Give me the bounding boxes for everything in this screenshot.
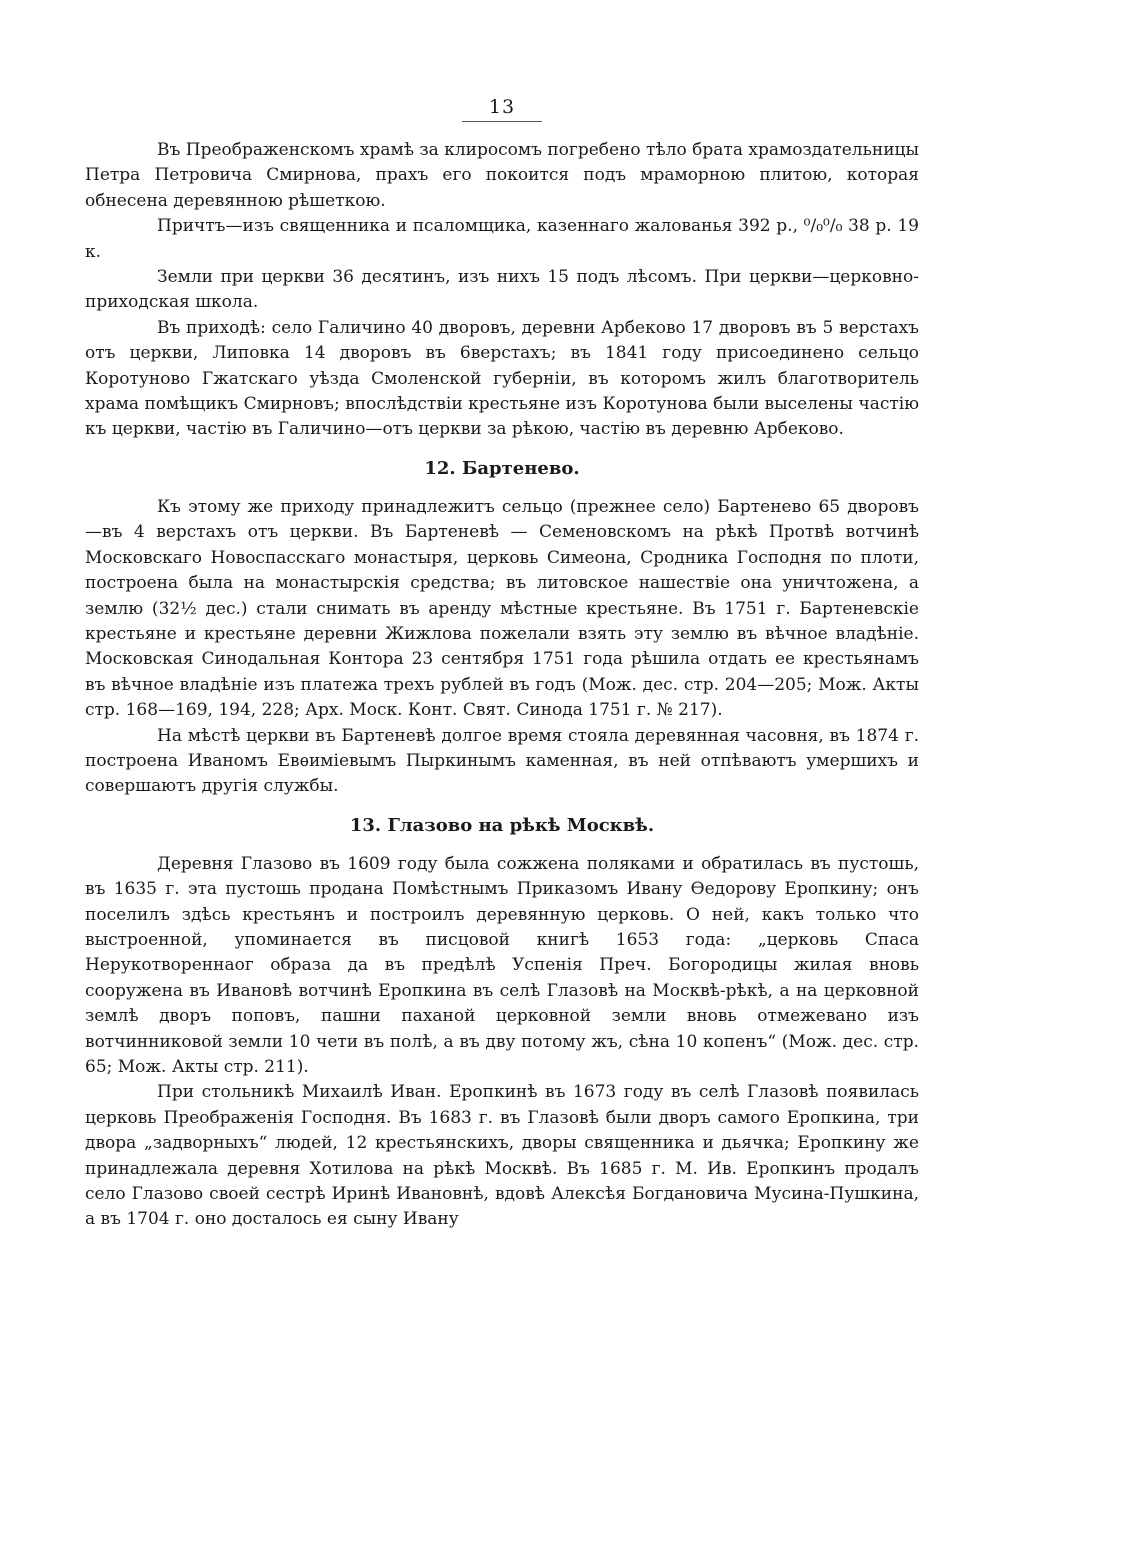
paragraph-land: Земли при церкви 36 десятинъ, изъ нихъ 15 подъ лѣсомъ. При церкви—церковно-приходская школа. (85, 267, 919, 313)
paragraph-parish: Въ приходѣ: село Галичино 40 дворовъ, деревни Арбеково 17 дворовъ въ 5 верстахъ отъ церкви, Липовка 14 дворовъ въ 6верстахъ; въ 1841 году присоединено сельцо Коротуново Гжатскаго уѣзда Смоленской губерніи, въ которомъ жилъ благотворитель храма помѣщикъ Смирновъ; впослѣдствіи крестьяне изъ Коротунова были выселены частію къ церкви, частію въ Галичино—отъ церкви за рѣкою, частію въ деревню Арбеково. (85, 317, 919, 440)
page-number-text: 13 (488, 96, 516, 118)
paragraph-clergy: Причтъ—изъ священника и псаломщика, казеннаго жалованья 392 р., ⁰/₀⁰/₀ 38 р. 19 к. (85, 216, 919, 262)
paragraph-burial: Въ Преображенскомъ храмѣ за клиросомъ погребено тѣло брата храмоздательницы Петра Петровича Смирнова, прахъ его покоится подъ мраморною плитою, которая обнесена деревянною рѣшеткою. (85, 140, 919, 211)
paragraph-bartenevo-chapel: На мѣстѣ церкви въ Бартеневѣ долгое время стояла деревянная часовня, въ 1874 г. построена Иваномъ Евѳиміевымъ Пыркинымъ каменная, въ ней отпѣваютъ умершихъ и совершаютъ другія службы. (85, 725, 919, 797)
page-number-rule (462, 121, 542, 122)
paragraph-glazovo-eropkin: При стольникѣ Михаилѣ Иван. Еропкинѣ въ 1673 году въ селѣ Глазовѣ появилась церковь Преображенія Господня. Въ 1683 г. въ Глазовѣ были дворъ самого Еропкина, три двора „задворныхъ“ людей, 12 крестьянскихъ, дворы священника и дьячка; Еропкину же принадлежала деревня Хотилова на рѣкѣ Москвѣ. Въ 1685 г. М. Ив. Еропкинъ продалъ село Глазово своей сестрѣ Иринѣ Ивановнѣ, вдовѣ Алексѣя Богдановича Мусина-Пушкина, а въ 1704 г. оно досталось ея сыну Ивану (85, 1082, 919, 1230)
document-page (85, 96, 919, 1233)
section-heading-glazovo: 13. Глазово на рѣкѣ Москвѣ. (349, 814, 655, 836)
page-number (85, 96, 919, 122)
paragraph-glazovo-history: Деревня Глазово въ 1609 году была сожжена поляками и обратилась въ пустошь, въ 1635 г. эта пустошь продана Помѣстнымъ Приказомъ Ивану Ѳедорову Еропкину; онъ поселилъ здѣсь крестьянъ и построилъ деревянную церковь. О ней, какъ только что выстроенной, упоминается въ писцовой книгѣ 1653 года: „церковь Спаса Нерукотвореннаог образа да въ предѣлѣ Успенія Преч. Богородицы жилая вновь сооружена въ Ивановѣ вотчинѣ Еропкина въ селѣ Глазовѣ на Москвѣ-рѣкѣ, а на церковной землѣ дворъ поповъ, пашни паханой церковной земли вновь отмежевано изъ вотчинниковой земли 10 чети въ полѣ, а въ дву потому жъ, сѣна 10 копенъ“ (Мож. дес. стр. 65; Мож. Акты стр. 211). (85, 853, 919, 1077)
paragraph-bartenevo-history: Къ этому же приходу принадлежитъ сельцо (прежнее село) Бартенево 65 дворовъ—въ 4 верстахъ отъ церкви. Въ Бартеневѣ — Семеновскомъ на рѣкѣ Протвѣ вотчинѣ Московскаго Новоспасскаго монастыря, церковь Симеона, Сродника Господня по плоти, построена была на монастырскія средства; въ литовское нашествіе она уничтожена, а землю (32½ дес.) стали снимать въ аренду мѣстные крестьяне. Въ 1751 г. Бартеневскіе крестьяне и крестьяне деревни Жижлова пожелали взять эту землю въ вѣчное владѣніе. Московская Синодальная Контора 23 сентября 1751 года рѣшила отдать ее крестьянамъ въ вѣчное владѣніе изъ платежа трехъ рублей въ годъ (Мож. дес. стр. 204—205; Мож. Акты стр. 168—169, 194, 228; Арх. Моск. Конт. Свят. Синода 1751 г. № 217). (85, 496, 919, 721)
section-heading-bartenevo: 12. Бартенево. (424, 457, 580, 479)
